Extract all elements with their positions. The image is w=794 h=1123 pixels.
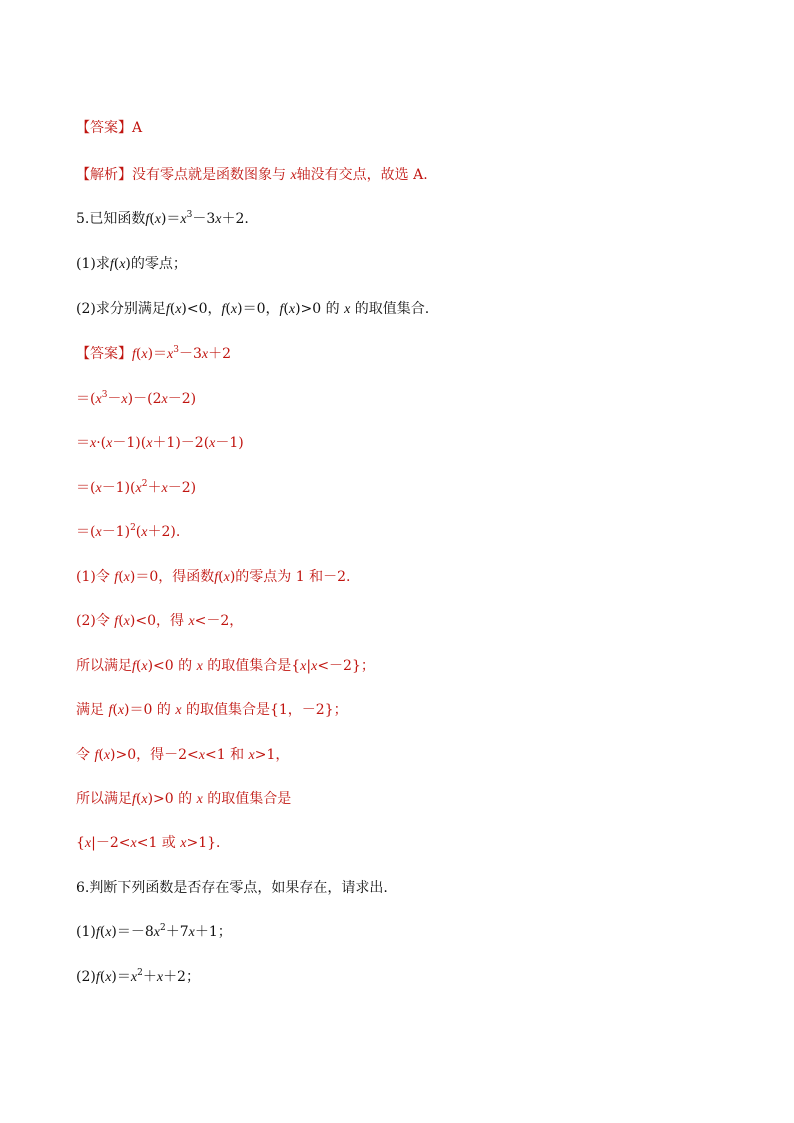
q4-answer-line (76, 118, 142, 138)
q5-sol-eq-set: 满足 f(x)＝0 的 x 的取值集合是{1，－2}； (76, 702, 348, 718)
q5-step-c: $=(x-1)(x^2+x-2)$ (76, 479, 197, 496)
math-x: x (290, 168, 297, 183)
q5-eq-value: {1，－2}； (269, 702, 348, 718)
q6-p2-prefix: (2) (76, 969, 96, 985)
q5-eq-mid: 的取值集合是 (185, 702, 270, 718)
q5-stem: 5.已知函数$f(x)=x^3-3x+2$. (76, 210, 249, 227)
q5-step-b: ＝x·(x－1)(x＋1)－2(x－1) (76, 435, 244, 451)
q5-sol-lt-set: 所以满足f(x)<0 的 x 的取值集合是{x|x<－2}； (76, 658, 375, 674)
q4-analysis-text-b: 轴没有交点，故选 A. (296, 167, 428, 183)
q4-analysis-text-a: 没有零点就是函数图象与 (132, 167, 291, 183)
q5-gtset-mid: 的取值集合是 (207, 791, 292, 807)
q5-sol2-prefix: (2)令 (76, 613, 110, 629)
q5-sol1-mid: ，得函数 (158, 569, 215, 585)
q5-lt-prefix: 所以满足 (76, 658, 132, 674)
q5-sol-gt: 令 f(x)>0，得－2<x<1 和 x>1， (76, 747, 290, 763)
q5-step-d: $=(x-1)^2(x+2)$. (76, 523, 181, 540)
q5-part1-prefix: (1)求 (76, 256, 110, 272)
q5-sol1-prefix: (1)令 (76, 569, 110, 585)
answer-label-2: 【答案】 (76, 346, 132, 362)
analysis-label: 【解析】 (76, 167, 132, 183)
q6-p1-prefix: (1) (76, 924, 96, 940)
q5-gtfinal-end: >1}． (186, 835, 231, 851)
q5-answer-line: 【答案】$f(x)=x^3-3x+2$ (76, 345, 232, 362)
q5-sol1-end: 的零点为 1 和－2. (235, 569, 351, 585)
q5-sol-gt-set: 所以满足f(x)>0 的 x 的取值集合是 (76, 791, 292, 807)
q5-sol-part1: (1)令 f(x)＝0，得函数f(x)的零点为 1 和－2. (76, 569, 351, 585)
q5-gtfinal-mid: <1 或 (136, 835, 176, 851)
answer-label: 【答案】 (76, 120, 132, 136)
q4-analysis-line (76, 165, 428, 186)
q5-part2: (2)求分别满足f(x)<0，f(x)＝0，f(x)>0 的 x 的取值集合. (76, 301, 430, 317)
q5-step-a: $=(x^3-x)-(2x-2)$ (76, 390, 197, 407)
q5-part1-suffix: 的零点； (130, 256, 187, 272)
q4-answer: A (132, 120, 143, 136)
q6-part2: $(2)f(x)=x^2+x+2$； (76, 968, 200, 985)
q6-part1: $(1)f(x)=-8x^2+7x+1$； (76, 923, 232, 940)
q5-gtset-prefix: 所以满足 (76, 791, 132, 807)
q5-part1: (1)求f(x)的零点； (76, 256, 187, 272)
q5-sol2-mid: ，得 (155, 613, 184, 629)
q5-sol-gt-final: {x|－2<x<1 或 x>1}． (76, 835, 231, 851)
q5-eq-prefix: 满足 (76, 702, 104, 718)
q5-lt-mid: 的取值集合是 (207, 658, 292, 674)
q6-stem: 6.判断下列函数是否存在零点，如果存在，请求出. (76, 880, 388, 896)
q5-part2-prefix: (2)求分别满足 (76, 301, 166, 317)
q5-stem-prefix: 5.已知函数 (76, 211, 146, 227)
q5-sol-part2: (2)令 f(x)<0，得 x<－2， (76, 613, 244, 629)
q5-gt-prefix: 令 (76, 747, 90, 763)
q5-gt-mid2: <1 和 (205, 747, 245, 763)
q5-part2-suffix: 的取值集合. (354, 301, 430, 317)
q5-gt-mid: ，得－2< (136, 747, 199, 763)
